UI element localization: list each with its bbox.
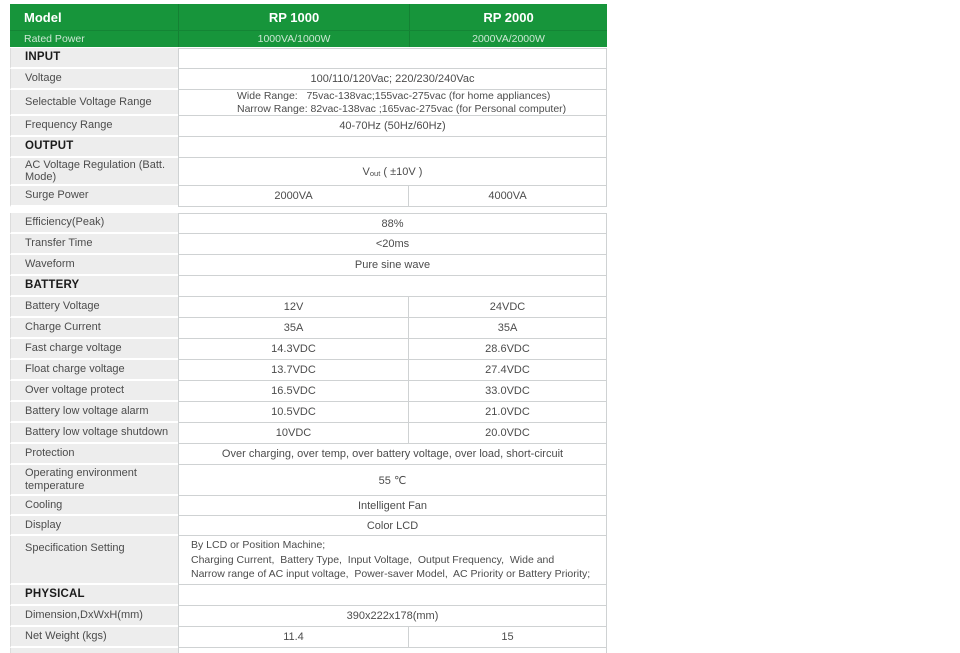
spec-value-rp2000: 20.0VDC [409, 423, 607, 444]
spec-label: AC Voltage Regulation (Batt. Mode) [10, 158, 178, 186]
spec-row-voltage [10, 69, 607, 90]
spec-label [10, 648, 178, 653]
vout-base: V [362, 165, 370, 178]
spec-value: V $_{out}$ ( ±10V ) [178, 158, 607, 186]
rated-power-rp1000: 1000VA/1000W [178, 31, 409, 47]
section-label: BATTERY [10, 276, 178, 297]
spec-value: 88% [178, 213, 607, 234]
section-row-battery [10, 276, 607, 297]
section-value-blank [178, 585, 607, 606]
vout-rest: ( ±10V ) [380, 165, 423, 178]
column-header-rp2000: RP 2000 [409, 4, 607, 30]
spec-value-rp2000: 4000VA [409, 186, 607, 207]
section-label: INPUT [10, 48, 178, 69]
spec-value-rp1000: 35A [178, 318, 409, 339]
spec-row-frequency-range [10, 116, 607, 137]
spec-value-rp1000: 11.4 [178, 627, 409, 648]
spec-row-protection [10, 444, 607, 465]
spec-value-rp1000: 13.7VDC [178, 360, 409, 381]
section-label: OUTPUT [10, 137, 178, 158]
spec-value: Pure sine wave [178, 255, 607, 276]
spec-value [178, 648, 607, 653]
rated-power-header-row [10, 30, 607, 47]
value-line: Charging Current, Battery Type, Input Voltage, Output Frequency, Wide and [191, 553, 555, 566]
spec-row-fast-charge-voltage [10, 339, 607, 360]
spec-label: Battery low voltage alarm [10, 402, 178, 423]
section-row-physical [10, 585, 607, 606]
spec-label: Specification Setting [10, 536, 178, 585]
spec-value: 100/110/120Vac; 220/230/240Vac [178, 69, 607, 90]
spec-value: 55 ℃ [178, 465, 607, 496]
spec-value-rp2000: 33.0VDC [409, 381, 607, 402]
table-header [10, 4, 607, 47]
spec-label: Transfer Time [10, 234, 178, 255]
spec-label: Over voltage protect [10, 381, 178, 402]
spec-value-rp2000: 28.6VDC [409, 339, 607, 360]
spec-label: Net Weight (kgs) [10, 627, 178, 648]
spec-label: Charge Current [10, 318, 178, 339]
spec-row-over-voltage-protect [10, 381, 607, 402]
value-line: By LCD or Position Machine; [191, 539, 326, 552]
column-header-rp1000: RP 1000 [178, 4, 409, 30]
model-header-row [10, 4, 607, 30]
spec-label: Battery Voltage [10, 297, 178, 318]
spec-value-rp2000: 21.0VDC [409, 402, 607, 423]
model-header-label: Model [24, 9, 62, 25]
spec-value: Color LCD [178, 516, 607, 536]
spec-value-rp2000: 27.4VDC [409, 360, 607, 381]
section-row-output [10, 137, 607, 158]
spec-value: 390x222x178(mm) [178, 606, 607, 627]
spec-row-transfer-time [10, 234, 607, 255]
spec-value-rp2000: 24VDC [409, 297, 607, 318]
spec-label: Dimension,DxWxH(mm) [10, 606, 178, 627]
spec-label: Cooling [10, 496, 178, 516]
spec-label: Battery low voltage shutdown [10, 423, 178, 444]
spec-row-display [10, 516, 607, 536]
spec-label: Display [10, 516, 178, 536]
spec-row-surge-power [10, 186, 607, 207]
spec-row-charge-current [10, 318, 607, 339]
value-line: Narrow Range: 82vac-138vac ;165vac-275vac (for Personal computer) [237, 102, 567, 115]
section-value-blank [178, 48, 607, 69]
spec-label: Efficiency(Peak) [10, 213, 178, 234]
spec-row-specification-setting [10, 536, 607, 585]
product-spec-table [10, 4, 607, 653]
rated-power-rp2000: 2000VA/2000W [409, 31, 607, 47]
section-label: PHYSICAL [10, 585, 178, 606]
value-line: Narrow range of AC input voltage, Power-saver Model, AC Priority or Battery Priority; [191, 568, 591, 581]
spec-row-float-charge-voltage [10, 360, 607, 381]
spec-label: Fast charge voltage [10, 339, 178, 360]
spec-value: <20ms [178, 234, 607, 255]
spec-row-battery-low-voltage-alarm [10, 402, 607, 423]
value-line: Wide Range: 75vac-138vac;155vac-275vac (for home appliances) [237, 89, 551, 102]
spec-value: Intelligent Fan [178, 496, 607, 516]
spec-row-battery-voltage [10, 297, 607, 318]
spec-row-cooling [10, 496, 607, 516]
spec-value-rp1000: 10VDC [178, 423, 409, 444]
spec-label: Surge Power [10, 186, 178, 207]
spec-label: Waveform [10, 255, 178, 276]
spec-label: Selectable Voltage Range [10, 90, 178, 116]
spec-row-dimension [10, 606, 607, 627]
spec-label: Protection [10, 444, 178, 465]
spec-value-rp1000: 10.5VDC [178, 402, 409, 423]
section-value-blank [178, 137, 607, 158]
spec-row-net-weight [10, 627, 607, 648]
spec-row-battery-low-voltage-shutdown [10, 423, 607, 444]
section-value-blank [178, 276, 607, 297]
spec-label: Operating environment temperature [10, 465, 178, 496]
spec-value-rp1000: 12V [178, 297, 409, 318]
section-row-input [10, 48, 607, 69]
spec-label: Float charge voltage [10, 360, 178, 381]
rated-power-label: Rated Power [24, 33, 85, 45]
spec-value [178, 536, 607, 585]
spec-value-rp1000: 2000VA [178, 186, 409, 207]
spec-value-rp1000: 14.3VDC [178, 339, 409, 360]
spec-row-selectable-voltage-range [10, 90, 607, 116]
spec-row-waveform [10, 255, 607, 276]
spec-row-efficiency [10, 213, 607, 234]
spec-label: Frequency Range [10, 116, 178, 137]
spec-value: Over charging, over temp, over battery voltage, over load, short-circuit [178, 444, 607, 465]
spec-row-operating-temperature [10, 465, 607, 496]
partial-row [10, 648, 607, 653]
spec-label: Voltage [10, 69, 178, 90]
spec-value-rp2000: 15 [409, 627, 607, 648]
spec-value: 40-70Hz (50Hz/60Hz) [178, 116, 607, 137]
spec-value [178, 90, 607, 116]
spec-value-rp2000: 35A [409, 318, 607, 339]
spec-value-rp1000: 16.5VDC [178, 381, 409, 402]
spec-row-ac-voltage-regulation [10, 158, 607, 186]
